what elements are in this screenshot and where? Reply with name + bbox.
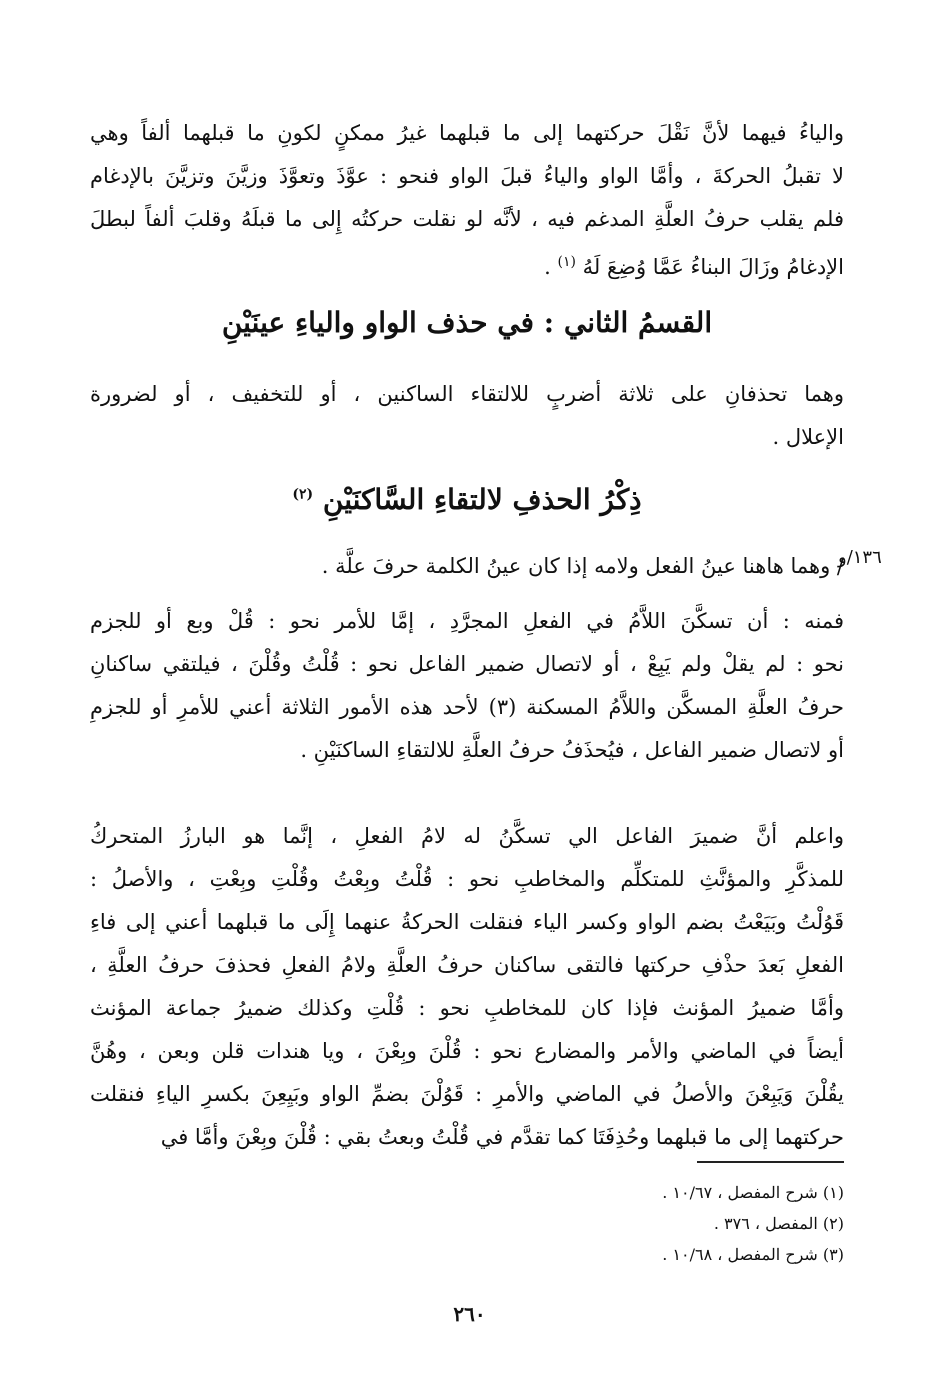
section-heading-1: القسمُ الثاني : في حذف الواو والياءِ عينَيْنِ <box>221 306 713 339</box>
footnote-2: (٢) المفصل ، ٣٧٦ . <box>713 1214 844 1233</box>
footnote-ref-2: (٢) <box>292 486 314 503</box>
text-line: يقُلْنَ وَيَبِعْنَ والأصلُ في الماضي والأمرِ : قَوُلْنَ بضمِّ الواو وبَيِعِنَ بكسرِ الياءِ فنقلت <box>90 1082 844 1106</box>
text-line: لا تقبلُ الحركةَ ، وأمَّا الواو والياءُ قبلَ الواو فنحو : عوَّذَ وتعوَّذَ وزيَّنَ وتزيَّنَ بالإدغام <box>90 164 844 188</box>
text-line: أو لاتصال ضمير الفاعل ، فيُحذَفُ حرفُ العلَّةِ للالتقاءِ الساكنَيْنِ . <box>300 738 844 762</box>
footnote-separator <box>697 1161 844 1163</box>
paragraph-5 <box>90 815 844 1159</box>
text-line: وهما تحذفانِ على ثلاثة أضربٍ للالتقاء الساكنين ، أو للتخفيف ، أو لضرورة <box>90 382 844 406</box>
text-line: فلم يقلب حرفُ العلَّةِ المدغم فيه ، لأنَّه لو نقلت حركتُه إِلى ما قبلَهُ وقلبَ ألفاً لبطلَ <box>90 207 844 231</box>
paragraph-4 <box>90 600 844 772</box>
footnotes <box>480 1177 844 1270</box>
sentence-end: . <box>544 255 551 279</box>
text-line: للمذكَّرِ والمؤنَّثِ للمتكلِّم والمخاطبِ نحو : قُلْتُ وبِعْتُ وقُلْتِ وبِعْتِ ، والأصلُ : <box>90 867 844 891</box>
text-line: حرفُ العلَّةِ المسكَّن واللاَّمُ المسكنة (٣) لأحد هذه الأمور الثلاثة أعني للأمرِ أو للجزمِ <box>90 695 844 719</box>
text-line: وأمَّا ضميرُ المؤنث فإذا كان للمخاطبِ نحو : قُلْتِ وكذلك ضميرُ جماعة المؤنث <box>90 996 844 1020</box>
text-line: قَوُلْتُ وبَيَعْتُ بضم الواو وكسر الياء فنقلت الحركةُ عنهما إِلَى ما قبلهما أعني إلى فاءِ <box>90 910 844 934</box>
text-line: الإعلال . <box>772 425 844 449</box>
footnote-ref-1: (١) <box>557 254 576 270</box>
text-line: والياءُ فيهما لأنَّ نَقْلَ حركتهما إلى ما قبلهما غيرُ ممكنٍ لكونِ ما قبلهما ألفاً وهي <box>90 121 844 145</box>
text-line: واعلم أنَّ ضميرَ الفاعل الي تسكَّنُ له لامُ الفعلِ ، إنَّما هو البارزُ المتحركُ <box>90 824 844 848</box>
section-heading-2 <box>90 483 844 516</box>
section-heading-2-text: ذِكْرُ الحذفِ لالتقاءِ السَّاكنَيْنِ <box>322 483 642 516</box>
text-line: الفعلِ بَعدَ حذْفِ حركتها فالتقى ساكنان حرفُ العلَّةِ ولامُ الفعلِ فحذفَ حرفُ العلَّةِ ، <box>90 953 844 977</box>
footnote-3: (٣) شرح المفصل ، ١٠/٦٨ . <box>662 1245 844 1264</box>
text-line: أيضاً في الماضي والأمر والمضارع نحو : قُلْنَ وبِعْنَ ، ويا هندات قلن وبعن ، وهُنَّ <box>90 1039 844 1063</box>
text-line: نحو : لم يقلْ ولم يَبِعْ ، أو لاتصال ضمير الفاعل نحو : قُلْتُ وقُلْنَ ، فيلتقي ساكنانِ <box>90 652 844 676</box>
footnote-1: (١) شرح المفصل ، ١٠/٦٧ . <box>662 1183 844 1202</box>
text-line: فمنه : أن تسكَّنَ اللاَّمُ في الفعلِ المجرَّدِ ، إمَّا للأمر نحو : قُلْ وبع أو للجزم <box>90 609 844 633</box>
text-line-body: الإدغامُ وزَالَ البناءُ عَمَّا وُضِعَ لَهُ <box>582 255 844 279</box>
paragraph-2 <box>90 373 844 459</box>
paragraph-1 <box>90 112 844 289</box>
text-line: حركتهما إلى ما قبلهما وحُذِفَتَا كما تقدَّم في قُلْتُ وبعتُ بقي : قُلْنَ وبِعْنَ وأمَّا في <box>160 1125 844 1149</box>
page-number: ٢٦٠ <box>453 1302 486 1326</box>
paragraph-3 <box>90 545 844 588</box>
text-line <box>90 241 844 289</box>
text-line: / وهما هاهنا عينُ الفعل ولامه إذا كان عينُ الكلمة حرفَ علَّة . <box>321 554 844 578</box>
manuscript-folio-note: ١٣٦/و <box>838 547 882 568</box>
